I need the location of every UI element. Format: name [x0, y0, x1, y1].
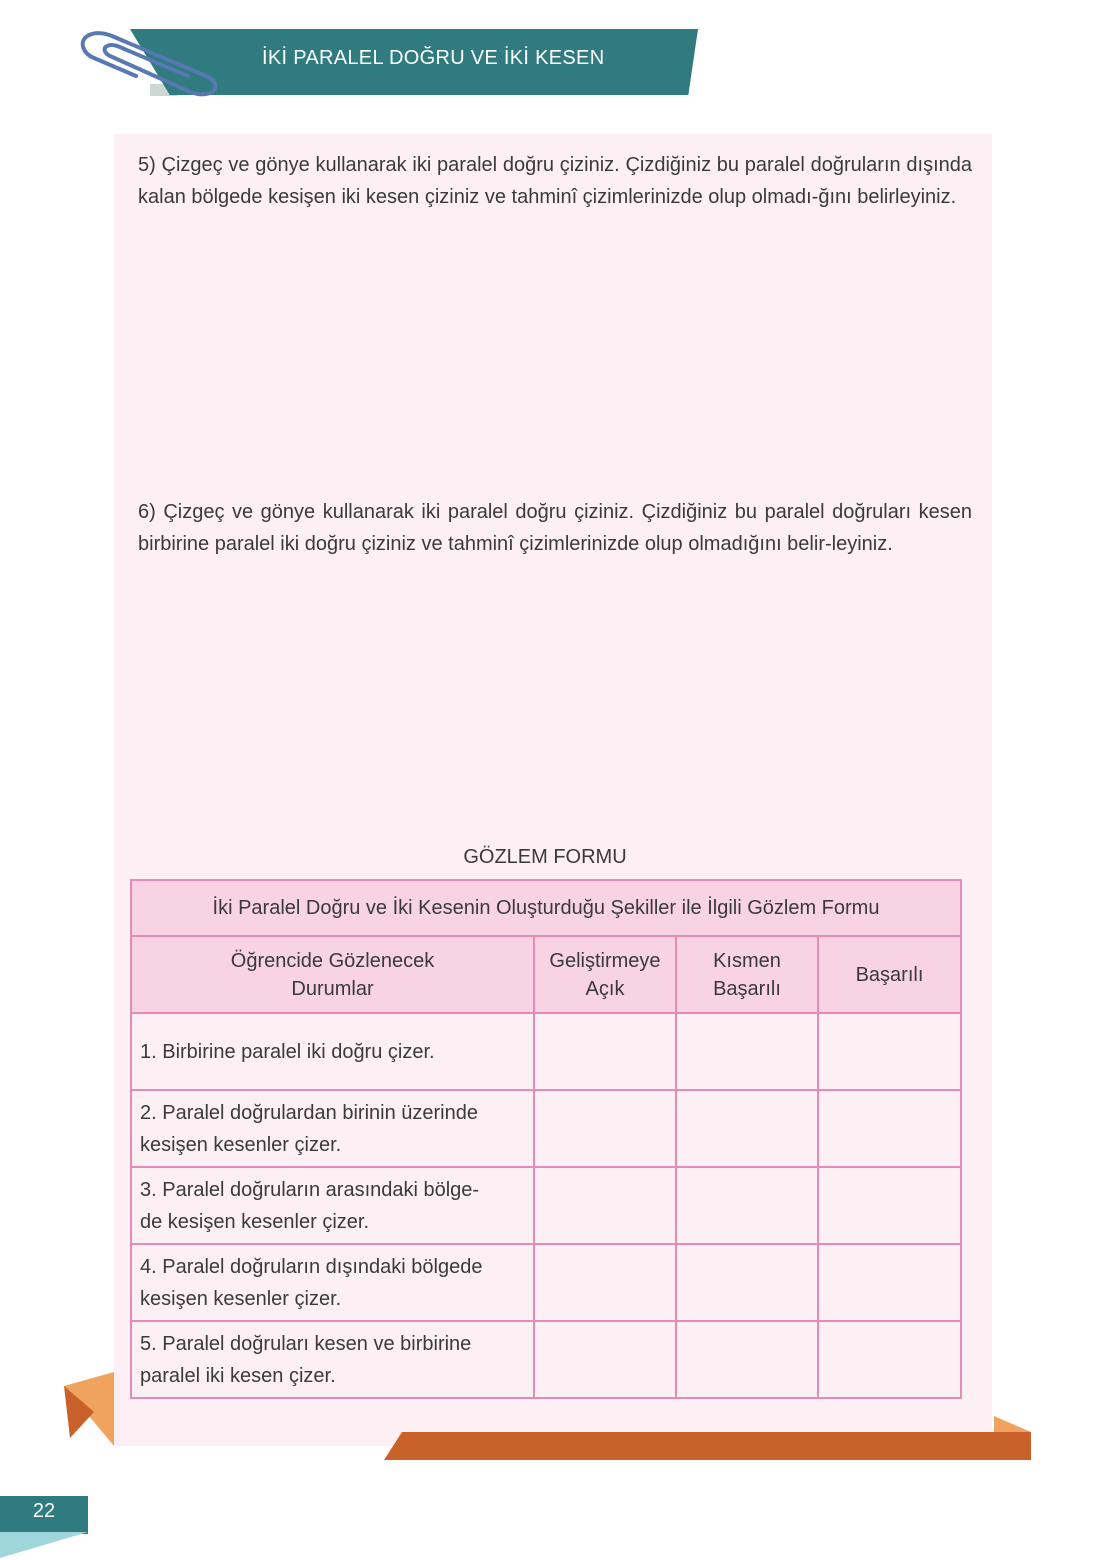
column-header-successful: Başarılı — [818, 936, 961, 1013]
column-header-partially-successful — [676, 936, 818, 1013]
rating-cell[interactable] — [818, 1244, 961, 1321]
table-row — [131, 1013, 961, 1090]
page-number: 22 — [32, 1500, 56, 1522]
page-number-tab-decoration — [0, 1532, 90, 1560]
criteria-header-line2: Durumlar — [291, 977, 374, 1000]
form-title: GÖZLEM FORMU — [463, 846, 627, 868]
criterion-cell — [131, 1013, 534, 1090]
criteria-header-line1: Öğrencide Gözlenecek — [230, 949, 435, 972]
rating-cell[interactable] — [818, 1013, 961, 1090]
rating-cell[interactable] — [818, 1321, 961, 1398]
criterion-cell — [131, 1090, 534, 1167]
criterion-line1: 1. Birbirine paralel iki doğru çizer. — [140, 1040, 435, 1063]
table-caption: İki Paralel Doğru ve İki Kesenin Oluşturduğu Şekiller ile İlgili Gözlem Formu — [131, 880, 961, 936]
criterion-line2: kesişen kesenler çizer. — [140, 1287, 342, 1310]
rating-cell[interactable] — [818, 1167, 961, 1244]
rating-cell[interactable] — [676, 1090, 818, 1167]
left-ribbon-decoration — [64, 1372, 118, 1448]
criterion-cell — [131, 1167, 534, 1244]
rating-cell[interactable] — [676, 1321, 818, 1398]
paperclip-icon — [76, 18, 226, 98]
rating-cell[interactable] — [676, 1244, 818, 1321]
criterion-cell — [131, 1321, 534, 1398]
observation-form-table — [130, 879, 962, 1399]
rating-cell[interactable] — [676, 1013, 818, 1090]
page-title: İKİ PARALEL DOĞRU VE İKİ KESEN — [262, 47, 605, 69]
criterion-line1: 4. Paralel doğruların dışındaki bölgede — [140, 1255, 483, 1278]
table-row — [131, 1321, 961, 1398]
table-row — [131, 1090, 961, 1167]
table-row — [131, 1167, 961, 1244]
criterion-line1: 3. Paralel doğruların arasındaki bölge- — [140, 1178, 480, 1201]
criterion-line1: 5. Paralel doğruları kesen ve birbirine — [140, 1332, 472, 1355]
criterion-cell — [131, 1244, 534, 1321]
criterion-line2: de kesişen kesenler çizer. — [140, 1210, 370, 1233]
criterion-line2: kesişen kesenler çizer. — [140, 1133, 342, 1156]
column-header-criteria — [131, 936, 534, 1013]
column-header-needs-improvement — [534, 936, 676, 1013]
question-6: 6) Çizgeç ve gönye kullanarak iki paralel doğru çiziniz. Çizdiğiniz bu paralel doğruları kesen birbirine paralel iki doğru çiziniz ve tahminî çizimlerinizde olup olmadığını belir-leyiniz. — [138, 501, 972, 555]
rating-cell[interactable] — [534, 1244, 676, 1321]
question-5: 5) Çizgeç ve gönye kullanarak iki paralel doğru çiziniz. Çizdiğiniz bu paralel doğruların dışında kalan bölgede kesişen iki kesen çiziniz ve tahminî çizimlerinizde olup olmadı-ğını belirleyiniz. — [138, 154, 972, 208]
col3-header-line1: Kısmen — [713, 949, 781, 972]
col2-header-line2: Açık — [585, 977, 625, 1000]
table-caption-row — [131, 880, 961, 936]
table-header-row — [131, 936, 961, 1013]
col3-header-line2: Başarılı — [713, 977, 781, 1000]
col2-header-line1: Geliştirmeye — [549, 949, 661, 972]
criterion-line1: 2. Paralel doğrulardan birinin üzerinde — [140, 1101, 478, 1124]
rating-cell[interactable] — [534, 1013, 676, 1090]
rating-cell[interactable] — [534, 1321, 676, 1398]
table-row — [131, 1244, 961, 1321]
rating-cell[interactable] — [818, 1090, 961, 1167]
bottom-ribbon-decoration — [384, 1414, 1034, 1462]
rating-cell[interactable] — [534, 1090, 676, 1167]
rating-cell[interactable] — [676, 1167, 818, 1244]
criterion-line2: paralel iki kesen çizer. — [140, 1364, 336, 1387]
rating-cell[interactable] — [534, 1167, 676, 1244]
